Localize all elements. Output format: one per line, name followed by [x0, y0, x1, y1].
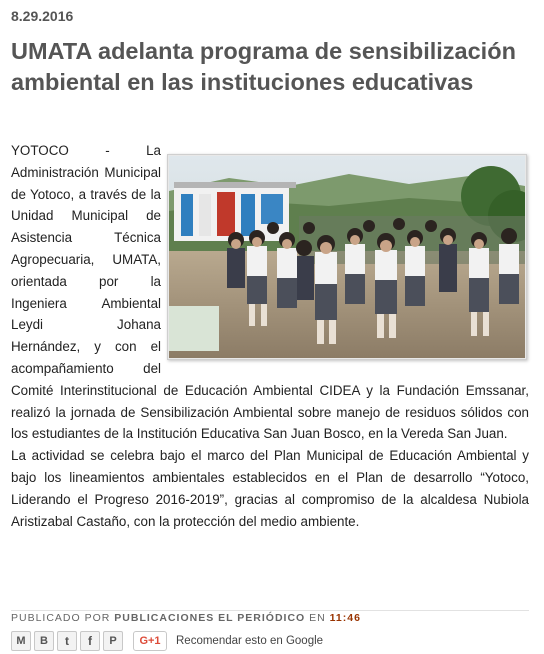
post-paragraph-2: La actividad se celebra bajo el marco del Plan Municipal de Educación Ambiental y bajo los lineamientos ambientales establecidos en el Plan de desarrollo “Yotoco, Liderando el Progreso 2016-2019”, gracias al compromiso de la alcaldesa Nubiola Aristizabal Castaño, con la protección del medio ambiente. [11, 448, 529, 529]
post-photo[interactable] [167, 154, 527, 360]
blog-share-button[interactable] [34, 631, 54, 651]
published-by-label: PUBLICADO POR [11, 612, 111, 624]
blog-icon: B [40, 635, 48, 647]
post-byline [11, 612, 361, 624]
post-title[interactable]: UMATA adelanta programa de sensibilización ambiental en las instituciones educativas [11, 38, 516, 95]
facebook-icon: f [88, 634, 92, 648]
post-date: 8.29.2016 [11, 8, 74, 24]
schoolchildren-photo [169, 156, 525, 358]
email-icon: M [16, 635, 26, 647]
google-plus-label: G+1 [139, 635, 161, 647]
post-body [11, 140, 529, 532]
share-bar [11, 630, 323, 652]
post-time-link[interactable]: 11:46 [329, 612, 361, 624]
google-plus-button[interactable] [133, 631, 167, 651]
author-link[interactable]: PUBLICACIONES EL PERIÓDICO [114, 612, 306, 624]
footer-divider [11, 610, 529, 611]
facebook-share-button[interactable] [80, 631, 100, 651]
post-paragraph-1: YOTOCO - La Administración Municipal de Yotoco, a través de la Unidad Municipal de Asistencia Técnica Agropecuaria, UMATA, orientada por la Ingeniera Ambiental Leydi Johana Hernández, y con el acompañamiento del Comité Interinstitucional de Educación Ambiental CIDEA y la Fundación Emssanar, realizó la jornada de Sensibilización Ambiental sobre manejo de residuos sólidos con los estudiantes de la Institución Educativa San Juan Bosco, en la Vereda San Juan. [11, 143, 529, 442]
twitter-share-button[interactable] [57, 631, 77, 651]
google-recommend-text: Recomendar esto en Google [176, 635, 324, 647]
email-share-button[interactable] [11, 631, 31, 651]
twitter-icon: t [65, 634, 69, 648]
pinterest-share-button[interactable] [103, 631, 123, 651]
published-at-label: EN [309, 612, 326, 624]
pinterest-icon: P [109, 635, 117, 647]
